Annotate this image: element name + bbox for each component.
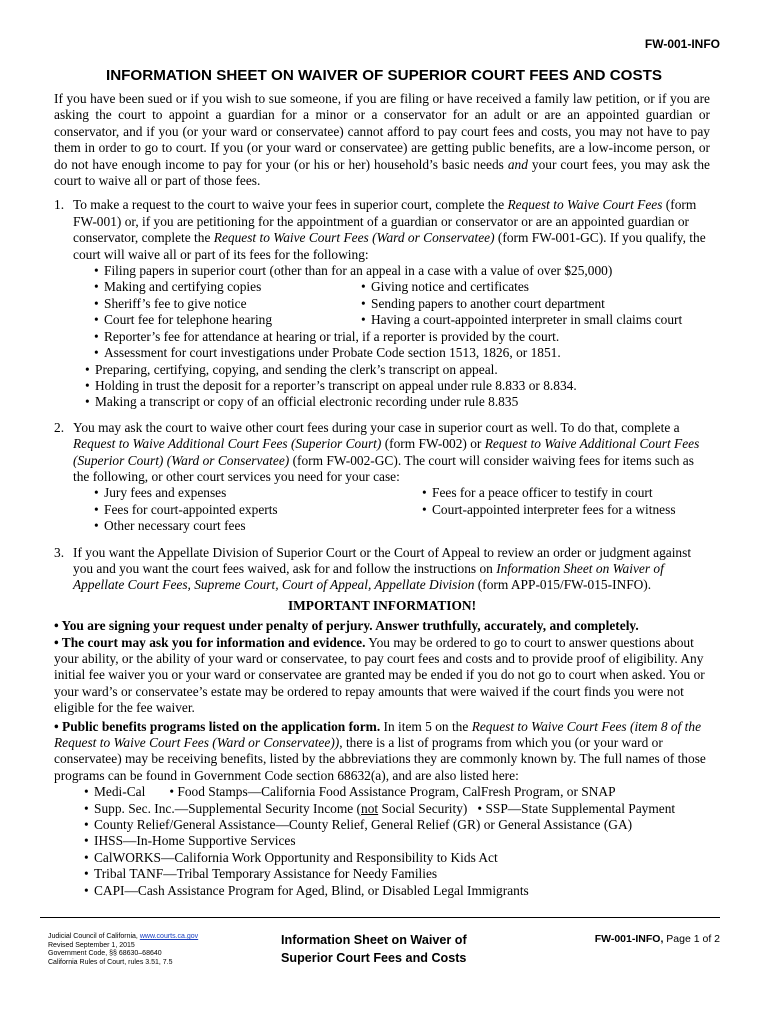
intro-paragraph: If you have been sued or if you wish to sue someone, if you are filing or have received a family law petition, or if you are asking the court to appoint a guardian for a minor or a conservator for an adult or are an appointed guardian or conservator, and if you (or your ward or conservatee) cannot afford to pay court fees and costs, you may not have to pay them in order to go to court. If you (or your ward or conservatee) are getting public benefits, are a low-income person, or do not have enough income to pay for your (or his or her) household’s basic needs and your court fees, you may ask the court to waive all or part of those fees. [54,91,711,189]
item-1-fee-list-tail [73,362,710,411]
item-1-pair-row: • Court fee for telephone hearing • Having a court-appointed interpreter in small claims court [73,312,710,328]
form-code-header: FW-001-INFO [644,37,720,51]
list-item: • Holding in trust the deposit for a reporter’s transcript on appeal under rule 8.833 or 8.834. [85,378,710,394]
list-item: • Medi-Cal • Food Stamps—California Food Assistance Program, CalFresh Program, or SNAP [84,784,710,800]
footer-divider [40,917,720,918]
item-2-pair-row: • Jury fees and expenses • Fees for a peace officer to testify in court [73,485,710,501]
evidence-notice: • The court may ask you for information and evidence. You may be ordered to go to court to answer questions about your ability, or the ability of your ward or conservatee, to pay court fees and costs and to provide proof of eligibility. Any initial fee waiver you or your ward or conservatee are granted may be ended if you do not go to court when asked. You or your ward’s or conservatee’s estate may be ordered to repay amounts that were waived if the court finds you were not eligible for the fee waiver. [54,634,705,716]
list-item: • Assessment for court investigations under Probate Code section 1513, 1826, or 1851. [94,345,710,361]
list-item: • County Relief/General Assistance—County Relief, General Relief (GR) or General Assistance (GA) [84,817,710,833]
important-heading: IMPORTANT INFORMATION! [287,597,477,613]
courts-website-link[interactable]: www.courts.ca.gov [139,933,199,940]
item-2: 2. You may ask the court to waive other court fees during your case in superior court as well. To do that, complete a Request to Waive Additional Court Fees (Superior Court) (form FW-002) or Request to Waive Additional Court Fees (Superior Court) (Ward or Conservatee) (form FW-002-GC). The court will consider waiving fees for items such as the following, or other court services you need for your case: • Jury fees and expenses • Fees for a peace officer to testify in court • Fees for court-appointed experts • Court-appointed interpreter fees for a witness • Other necessary court fees [54,420,710,535]
list-item: • Supp. Sec. Inc.—Supplemental Security Income (not Social Security) • SSP—State Supplemental Payment [84,801,710,817]
item-1-text: To make a request to the court to waive your fees in superior court, complete the Request to Waive Court Fees (form FW-001) or, if you are petitioning for the appointment of a guardian or conservator or are an appointed guardian or conservator, complete the Request to Waive Court Fees (Ward or Conservatee) (form FW-001-GC). If you qualify, the court will waive all or part of its fees for the following: [73,197,706,262]
item-1-fee-list-cont [73,329,710,362]
list-item: • Other necessary court fees [94,518,710,534]
item-1-pair-row: • Sheriff’s fee to give notice • Sending papers to another court department [73,296,710,312]
benefits-notice: • Public benefits programs listed on the application form. In item 5 on the Request to Waive Court Fees (item 8 of the Request to Waive Court Fees (Ward or Conservatee)), there is a list of programs from which you (or your ward or conservatee) may be receiving benefits, listed by the abbreviations they are commonly known by. The full names of those programs can be found in Government Code section 68632(a), and are also listed here: [54,718,706,783]
form-fw001-name: Request to Waive Court Fees [507,197,663,213]
item-2-pair-row: • Fees for court-appointed experts • Court-appointed interpreter fees for a witness [73,502,710,518]
list-item: • Making a transcript or copy of an official electronic recording under rule 8.835 [85,394,710,410]
footer-citations: Judicial Council of California, www.courts.ca.gov Revised September 1, 2015 Government Code, §§ 68630–68640 California Rules of Court, rules 3.51, 7.5 [48,933,199,966]
form-fw001gc-name: Request to Waive Court Fees (Ward or Conservatee) [213,230,495,246]
form-fw002-name: Request to Waive Additional Court Fees (Superior Court) [73,436,382,452]
benefit-programs-list [54,784,710,899]
page-title: INFORMATION SHEET ON WAIVER OF SUPERIOR COURT FEES AND COSTS [105,67,663,84]
footer-page-number: FW-001-INFO, Page 1 of 2 [594,933,720,945]
list-item: • Reporter’s fee for attendance at hearing or trial, if a reporter is provided by the court. [94,329,710,345]
item-1-fee-list [73,263,710,279]
perjury-notice: • You are signing your request under penalty of perjury. Answer truthfully, accurately, and completely. [54,618,639,634]
list-item: • IHSS—In-Home Supportive Services [84,833,710,849]
list-item: • CalWORKS—California Work Opportunity and Responsibility to Kids Act [84,850,710,866]
list-item: • Filing papers in superior court (other than for an appeal in a case with a value of over $25,000) [94,263,710,279]
item-3-text: If you want the Appellate Division of Superior Court or the Court of Appeal to review an order or judgment against you and you want the court fees waived, ask for and follow the instructions on Information Sheet on Waiver of Appellate Court Fees, Supreme Court, Court of Appeal, Appellate Division (form APP-015/FW-015-INFO). [73,544,692,593]
list-item: • Tribal TANF—Tribal Temporary Assistance for Needy Families [84,866,710,882]
item-2-text: You may ask the court to waive other court fees during your case in superior court as well. To do that, complete a Request to Waive Additional Court Fees (Superior Court) (form FW-002) or Request to Waive Additional Court Fees (Superior Court) (Ward or Conservatee) (form FW-002-GC). The court will consider waiving fees for items such as the following, or other court services you need for your case: [73,419,700,484]
list-item: • Preparing, certifying, copying, and sending the clerk’s transcript on appeal. [85,362,710,378]
item-2-fee-list [73,518,710,534]
item-3: 3. If you want the Appellate Division of Superior Court or the Court of Appeal to review an order or judgment against you and you want the court fees waived, ask for and follow the instructions on Information Sheet on Waiver of Appellate Court Fees, Supreme Court, Court of Appeal, Appellate Division (form APP-015/FW-015-INFO). [54,545,710,594]
form-app015-name: Information Sheet on Waiver of Appellate Court Fees, Supreme Court, Court of Appeal, Appellate Division [73,560,664,593]
document-body [54,91,710,899]
item-1: 1. To make a request to the court to waive your fees in superior court, complete the Request to Waive Court Fees (form FW-001) or, if you are petitioning for the appointment of a guardian or conservator or are an appointed guardian or conservator, complete the Request to Waive Court Fees (Ward or Conservatee) (form FW-001-GC). If you qualify, the court will waive all or part of its fees for the following: • Filing papers in superior court (other than for an appeal in a case with a value of over $25,000) • Making and certifying copies • Giving notice and certificates • Sheriff’s fee to give notice • Sending papers to another court department • Court fee for telephone hearing • Having a court-appointed interpreter in small claims court • Reporter’s fee for attendance at hearing or trial, if a reporter is provided by the court. • Assessment for court investigations under Probate Code section 1513, 1826, or 1851. • Preparing, certifying, copying, and sending the clerk’s transcript on appeal. • Holding in trust the deposit for a reporter’s transcript on appeal under rule 8.833 or 8.834. • Making a transcript or copy of an official electronic recording under rule 8.835 [54,197,710,410]
item-1-pair-row: • Making and certifying copies • Giving notice and certificates [73,279,710,295]
footer-title: Information Sheet on Waiver of Superior Court Fees and Costs [281,933,467,965]
form-fw002gc-name: Request to Waive Additional Court Fees (Superior Court) (Ward or Conservatee) [73,436,700,468]
list-item: • CAPI—Cash Assistance Program for Aged, Blind, or Disabled Legal Immigrants [84,883,710,899]
